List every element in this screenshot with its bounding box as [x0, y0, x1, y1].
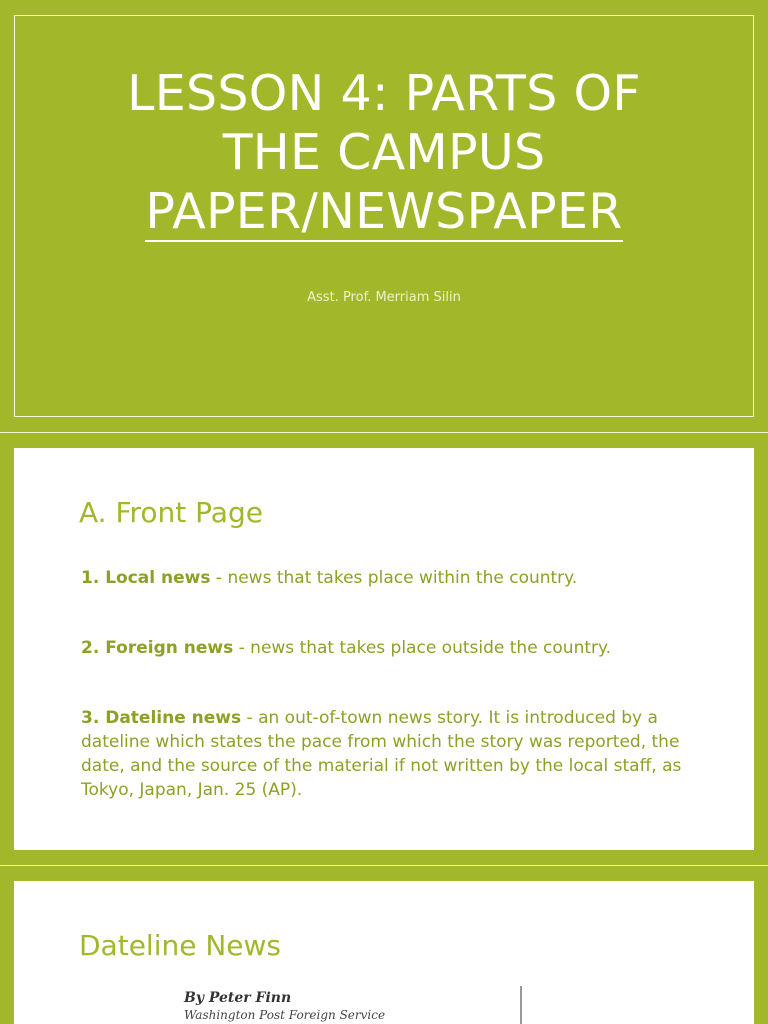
clip-service: Washington Post Foreign Service — [184, 1008, 386, 1022]
item-separator: - — [233, 638, 251, 658]
title-line-3: PAPER/NEWSPAPER — [145, 183, 623, 240]
author-subtitle: Asst. Prof. Merriam Silin — [307, 290, 461, 305]
clip-column-rule — [520, 986, 522, 1024]
item-number: 1. — [81, 568, 106, 588]
item-separator: - — [241, 708, 259, 728]
item-term: Dateline news — [105, 708, 242, 728]
item-term: Foreign news — [105, 638, 234, 658]
item-term: Local news — [105, 568, 211, 588]
dateline-news-slide — [0, 866, 768, 1024]
item-description: news that takes place within the country. — [227, 568, 578, 588]
list-item-foreign-news — [81, 636, 701, 660]
clip-byline: By Peter Finn — [184, 990, 292, 1006]
section-heading: Dateline News — [79, 929, 282, 962]
item-separator: - — [210, 568, 228, 588]
newspaper-clipping-image — [170, 986, 522, 1024]
item-description: news that takes place outside the country. — [250, 638, 612, 658]
section-heading: A. Front Page — [79, 496, 263, 529]
list-item-local-news — [81, 566, 701, 590]
title-line-1: LESSON 4: PARTS OF — [127, 65, 641, 122]
item-number: 3. — [81, 708, 106, 728]
item-description: an out-of-town news story. It is introduced by a dateline which states the pace from which the story was reported, the date, and the source of the material if not written by the local staff, as Tokyo, Japan, Jan. 25 (AP). — [81, 708, 682, 800]
slide-title — [0, 64, 768, 242]
list-item-dateline-news — [81, 706, 701, 802]
front-page-slide — [0, 433, 768, 865]
item-number: 2. — [81, 638, 106, 658]
title-slide — [0, 0, 768, 432]
title-line-2: THE CAMPUS — [222, 124, 546, 181]
